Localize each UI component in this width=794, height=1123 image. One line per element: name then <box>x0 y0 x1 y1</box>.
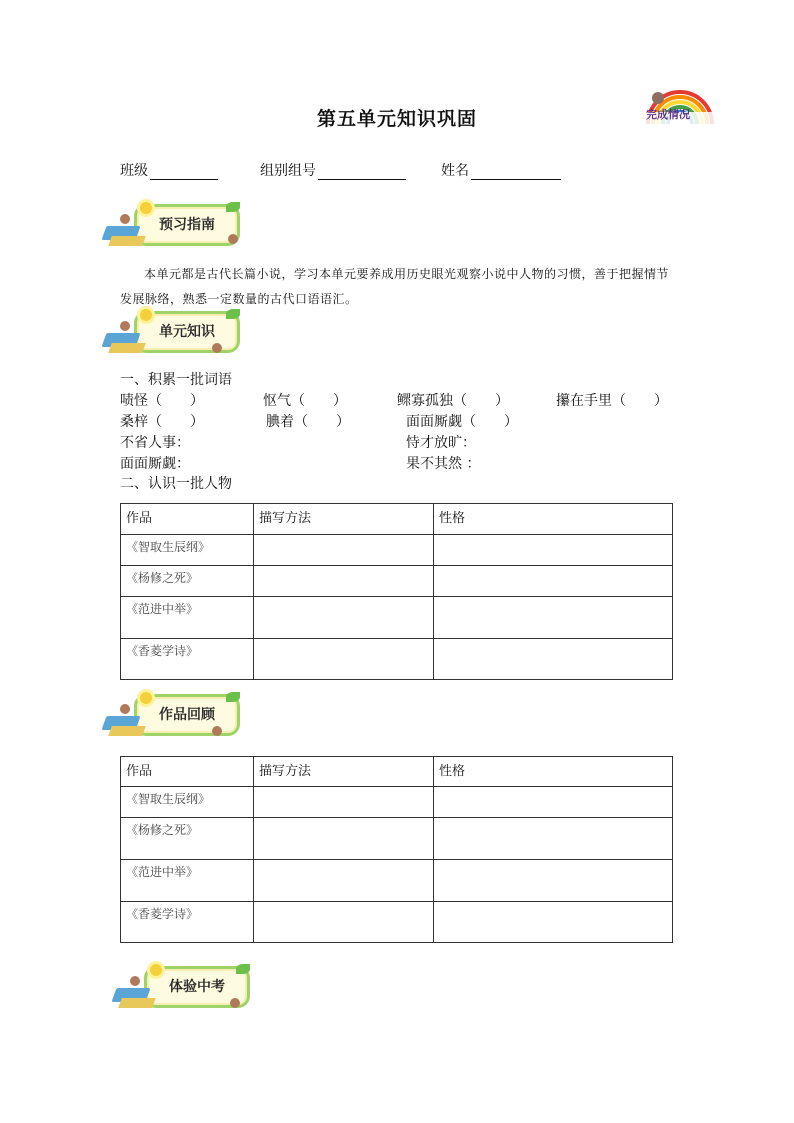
vocab-item: 果不其然 ： <box>406 456 481 472</box>
table-cell-input[interactable] <box>434 535 673 566</box>
section-title-exam: 体验中考 <box>169 979 225 995</box>
table-cell-input[interactable] <box>434 902 673 943</box>
table-cell-input[interactable] <box>434 566 673 597</box>
table-header: 作品 <box>121 757 254 787</box>
vocab-item: 面面厮觑（ ） <box>406 414 518 430</box>
vocab-item: 桑梓（ ） <box>120 414 204 430</box>
table-cell-input[interactable] <box>254 566 434 597</box>
vocab-item: 不省人事： <box>120 435 190 451</box>
table-header: 性格 <box>434 504 673 535</box>
section-title-review: 作品回顾 <box>159 707 215 723</box>
vocab-item: 恃才放旷： <box>406 435 476 451</box>
vocab-item: 怄气（ ） <box>263 393 347 409</box>
vocab-item: 腆着（ ） <box>266 414 350 430</box>
characters-table <box>120 503 673 680</box>
part2-heading: 二、认识一批人物 <box>120 476 232 492</box>
vocab-item: 面面厮觑： <box>120 456 190 472</box>
table-header: 描写方法 <box>254 504 434 535</box>
table-cell-work: 《杨修之死》 <box>121 566 254 597</box>
table-cell-input[interactable] <box>434 860 673 902</box>
table-cell-work: 《香菱学诗》 <box>121 902 254 943</box>
table-cell-input[interactable] <box>434 818 673 860</box>
table-cell-input[interactable] <box>254 787 434 818</box>
table-cell-input[interactable] <box>254 597 434 639</box>
table-cell-work: 《范进中举》 <box>121 860 254 902</box>
section-badge-review <box>100 690 245 746</box>
table-cell-input[interactable] <box>434 787 673 818</box>
table-cell-work: 《智取生辰纲》 <box>121 787 254 818</box>
table-cell-input[interactable] <box>434 639 673 680</box>
table-cell-input[interactable] <box>254 818 434 860</box>
table-cell-work: 《杨修之死》 <box>121 818 254 860</box>
review-table <box>120 756 673 943</box>
table-cell-input[interactable] <box>434 597 673 639</box>
section-badge-knowledge <box>100 307 245 363</box>
class-field[interactable]: 班级 <box>120 160 218 180</box>
vocab-item: 鳏寡孤独（ ） <box>397 393 509 409</box>
section-title-knowledge: 单元知识 <box>159 324 215 340</box>
table-header: 描写方法 <box>254 757 434 787</box>
table-cell-input[interactable] <box>254 535 434 566</box>
table-header: 作品 <box>121 504 254 535</box>
section-badge-exam <box>110 962 255 1018</box>
preview-paragraph: 本单元都是古代长篇小说，学习本单元要养成用历史眼光观察小说中人物的习惯，善于把握情节发展脉络，熟悉一定数量的古代口语语汇。 <box>120 267 670 306</box>
name-field[interactable]: 姓名 <box>441 160 561 180</box>
table-cell-input[interactable] <box>254 860 434 902</box>
table-cell-input[interactable] <box>254 639 434 680</box>
group-field[interactable]: 组别组号 <box>260 160 406 180</box>
page-title: 第五单元知识巩固 <box>316 108 477 130</box>
section-badge-preview <box>100 200 245 256</box>
table-cell-work: 《智取生辰纲》 <box>121 535 254 566</box>
completion-label: 完成情况 <box>646 108 690 121</box>
vocab-item: 啧怪（ ） <box>120 393 204 409</box>
section-title-preview: 预习指南 <box>159 217 215 233</box>
vocab-item: 攥在手里（ ） <box>556 393 668 409</box>
table-cell-work: 《香菱学诗》 <box>121 639 254 680</box>
table-header: 性格 <box>434 757 673 787</box>
table-cell-work: 《范进中举》 <box>121 597 254 639</box>
part1-heading: 一、积累一批词语 <box>120 372 232 388</box>
table-cell-input[interactable] <box>254 902 434 943</box>
